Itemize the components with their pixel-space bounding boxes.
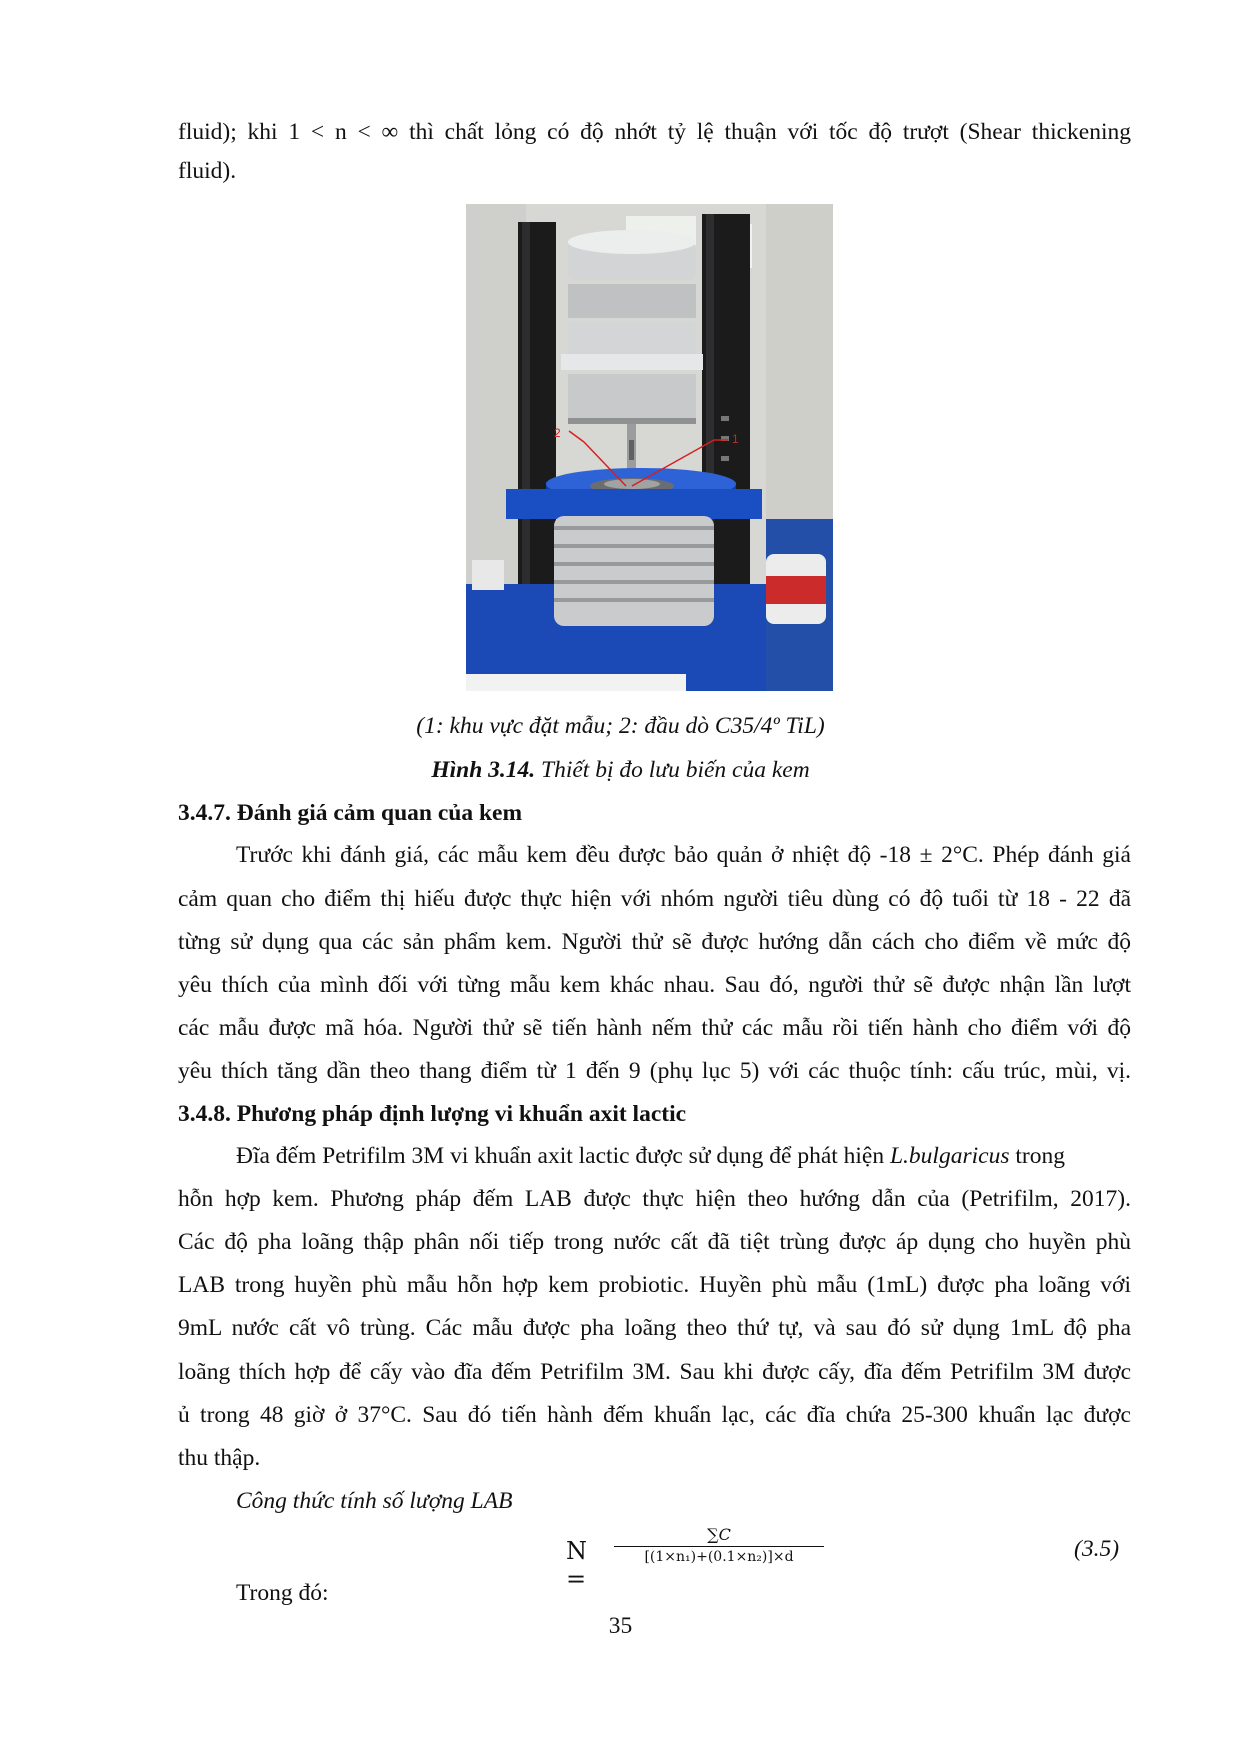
callout-1-label: 1 <box>732 432 739 446</box>
section-heading: 3.4.8. Phương pháp định lượng vi khuẩn axit lactic <box>178 1101 687 1127</box>
paragraph-line: Trong đó: <box>236 1580 329 1606</box>
paragraph-line: fluid); khi 1 < n < ∞ thì chất lỏng có độ nhớt tỷ lệ thuận với tốc độ trượt (Shear thickening <box>178 119 1131 145</box>
paragraph-line: ủ trong 48 giờ ở 37°C. Sau đó tiến hành đếm khuẩn lạc, các đĩa chứa 25-300 khuẩn lạc được <box>178 1402 1131 1428</box>
text-run: trong <box>1009 1143 1065 1169</box>
text-run: Đĩa đếm Petrifilm 3M vi khuẩn axit lactic được sử dụng để phát hiện <box>236 1143 890 1169</box>
paragraph-line: yêu thích tăng dần theo thang điểm từ 1 đến 9 (phụ lục 5) với các thuộc tính: cấu trúc, mùi, vị. <box>178 1058 1131 1084</box>
formula-lhs: N = <box>566 1537 587 1593</box>
paragraph-line: yêu thích của mình đối với từng mẫu kem khác nhau. Sau đó, người thử sẽ được nhận lần lượt <box>178 972 1131 998</box>
figure-label: Hình 3.14. <box>431 757 536 783</box>
paragraph-line: thu thập. <box>178 1445 261 1471</box>
page-number: 35 <box>608 1613 633 1639</box>
section-heading: 3.4.7. Đánh giá cảm quan của kem <box>178 800 523 826</box>
paragraph-line <box>236 1141 1131 1171</box>
formula-intro: Công thức tính số lượng LAB <box>236 1488 513 1514</box>
paragraph-line: LAB trong huyền phù mẫu hỗn hợp kem probiotic. Huyền phù mẫu (1mL) được pha loãng với <box>178 1272 1131 1298</box>
formula-denominator: [(1×n₁)+(0.1×n₂)]×d <box>644 1549 794 1565</box>
paragraph-line: từng sử dụng qua các sản phẩm kem. Người thử sẽ được hướng dẫn cách cho điểm về mức độ <box>178 929 1131 955</box>
paragraph-line: Trước khi đánh giá, các mẫu kem đều được bảo quản ở nhiệt độ -18 ± 2°C. Phép đánh giá <box>236 842 1131 868</box>
paragraph-line: Các độ pha loãng thập phân nối tiếp trong nước cất đã tiệt trùng được áp dụng cho huyền phù <box>178 1229 1131 1255</box>
rheometer-illustration <box>466 204 833 691</box>
figure-caption <box>0 755 1241 785</box>
species-name: L.bulgaricus <box>889 1143 1010 1169</box>
equation-number: (3.5) <box>1074 1536 1120 1562</box>
figure-title: Thiết bị đo lưu biến của kem <box>535 757 810 783</box>
paragraph-line: cảm quan cho điểm thị hiếu được thực hiện với nhóm người tiêu dùng có độ tuổi từ 18 - 22 đã <box>178 886 1131 912</box>
paragraph-line: fluid). <box>178 158 237 184</box>
formula-fraction <box>614 1525 824 1565</box>
callout-2-label: 2 <box>554 426 561 440</box>
rheometer-photo <box>466 204 833 691</box>
paragraph-line: 9mL nước cất vô trùng. Các mẫu được pha loãng theo thứ tự, và sau đó sử dụng 1mL độ pha <box>178 1315 1131 1341</box>
formula-numerator: ∑C <box>707 1525 731 1544</box>
paragraph-line: hỗn hợp kem. Phương pháp đếm LAB được thực hiện theo hướng dẫn của (Petrifilm, 2017). <box>178 1186 1131 1212</box>
figure-caption-note: (1: khu vực đặt mẫu; 2: đầu dò C35/4º TiL) <box>416 713 825 739</box>
paragraph-line: loãng thích hợp để cấy vào đĩa đếm Petrifilm 3M. Sau khi được cấy, đĩa đếm Petrifilm 3M được <box>178 1359 1131 1385</box>
fraction-bar <box>614 1546 824 1547</box>
paragraph-line: các mẫu được mã hóa. Người thử sẽ tiến hành nếm thử các mẫu rồi tiến hành cho điểm với độ <box>178 1015 1131 1041</box>
